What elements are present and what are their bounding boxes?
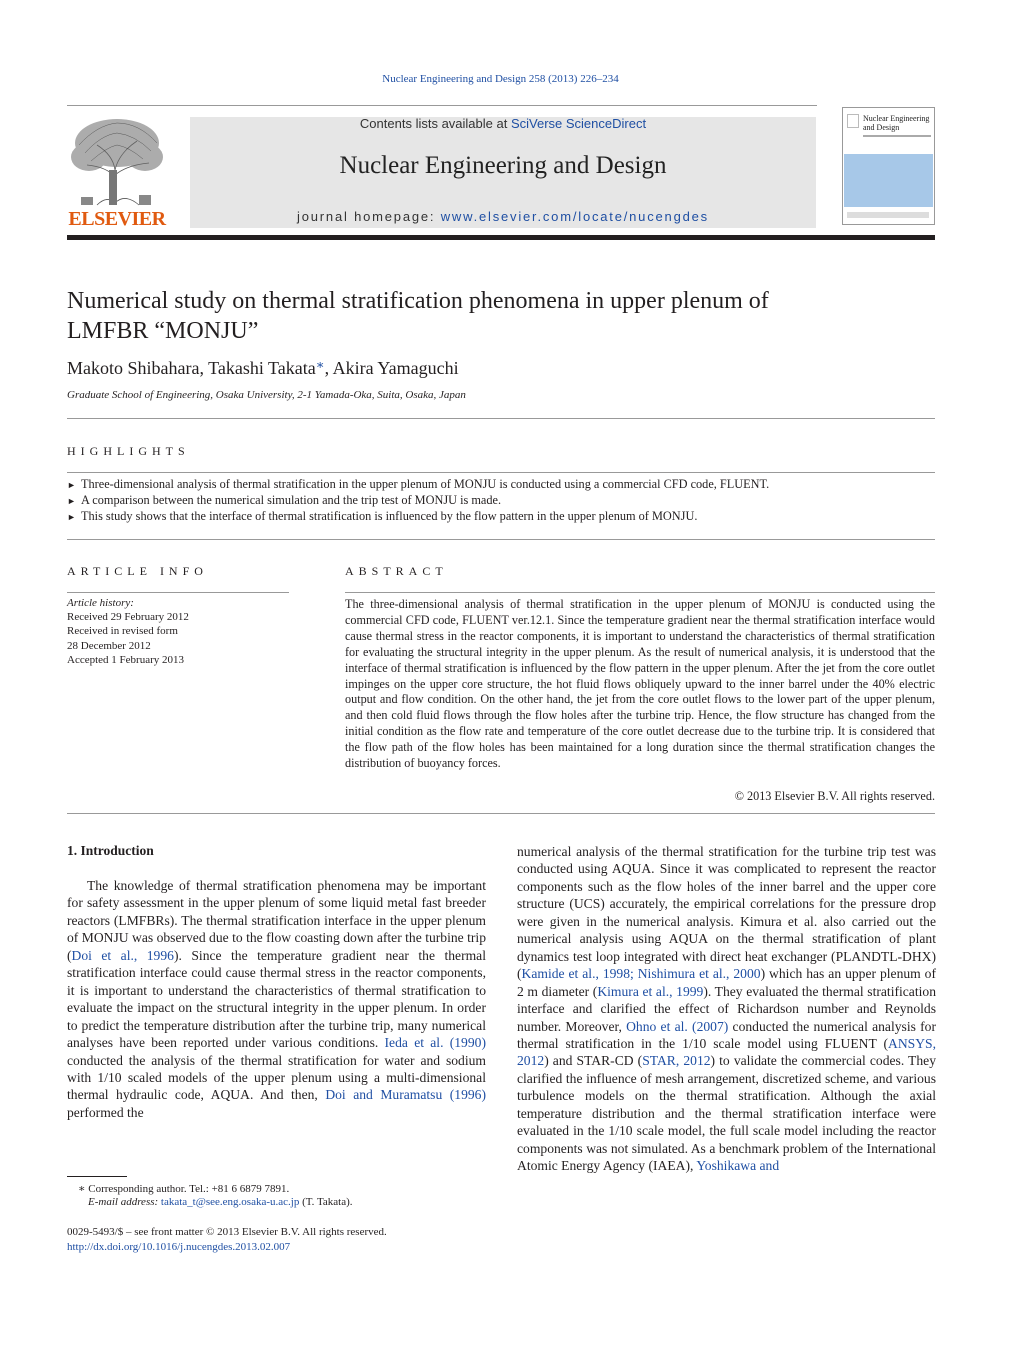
footnote-rule bbox=[67, 1176, 127, 1177]
article-title-line-1: Numerical study on thermal stratification phenomena in upper plenum of bbox=[67, 288, 769, 314]
highlight-text: This study shows that the interface of thermal stratification is influenced by the flow pattern in the upper plenum of MONJU. bbox=[81, 509, 698, 523]
contents-line bbox=[190, 116, 816, 131]
history-line: Received 29 February 2012 bbox=[67, 611, 189, 623]
email-footnote bbox=[88, 1196, 353, 1208]
reference-link[interactable]: Kimura et al., 1999 bbox=[597, 983, 704, 999]
cover-title: Nuclear Engineering and Design bbox=[863, 114, 930, 132]
reference-link[interactable]: Doi et al., 1996 bbox=[71, 947, 174, 963]
bullet-triangle-icon: ► bbox=[67, 512, 76, 522]
abstract-bottom-rule bbox=[67, 813, 935, 814]
homepage-link[interactable]: www.elsevier.com/locate/nucengdes bbox=[440, 209, 709, 224]
highlight-item bbox=[67, 477, 937, 492]
highlight-item bbox=[67, 493, 937, 508]
abstract-text: The three-dimensional analysis of thermal stratification in the upper plenum of MONJU is conducted using the commercial CFD code, FLUENT ver.12.1. Since the temperature gradient near the thermal stratification interface would cause thermal stress in the reactor components, it is important to understand the characteristics of thermal stratification for evaluating the structural integrity in the upper plenum. As the result of numerical analysis, it is understood that the interface of thermal stratification is influenced by the flow pattern in the upper plenum. After the jet from the core outlet impinges on the upper core structure, the hot fluid flows obliquely upward to the inner barrel under the 40% electric output and flow condition. On the other hand, the jet from the core outlet flows to the lower part of the upper plenum, and then cold fluid flows through the flow holes after the turbine trip. Hence, the flow structure has changed from the initial condition as the flow rate and temperature of the core outlet decrease due to the turbine trip. It is considered that the flow path of the flow holes has been maintained for a long duration since the thermal stratification changes the distribution of buoyancy forces. bbox=[345, 597, 935, 771]
header-thick-rule bbox=[67, 235, 935, 240]
body-text: The knowledge of thermal stratification phenomena may be important for safety assessment in the upper plenum of some liquid metal fast breeder reactors (LMFBRs). The thermal stratification interface in the upper plenum of MONJU was observed due to the flow coasting down after the turbine trip ( bbox=[67, 878, 486, 963]
homepage-prefix: journal homepage: bbox=[297, 209, 441, 224]
doi-link[interactable]: http://dx.doi.org/10.1016/j.nucengdes.2013.02.007 bbox=[67, 1241, 291, 1253]
highlights-bottom-rule bbox=[67, 539, 935, 540]
email-suffix: (T. Takata). bbox=[299, 1196, 353, 1208]
article-info-rule bbox=[67, 592, 289, 593]
reference-link[interactable]: Doi and Muramatsu (1996) bbox=[325, 1087, 486, 1103]
history-line: Received in revised form bbox=[67, 625, 178, 637]
abstract-rule bbox=[345, 592, 935, 593]
body-text: conducted the numerical analysis for thermal stratification in the 1/10 scale model using FLUENT ( bbox=[517, 1018, 936, 1051]
highlight-text: Three-dimensional analysis of thermal stratification in the upper plenum of MONJU is conducted using a commercial CFD code, FLUENT. bbox=[81, 477, 770, 491]
journal-citation[interactable]: Nuclear Engineering and Design 258 (2013) 226–234 bbox=[382, 73, 619, 85]
cover-subtitle-bar bbox=[863, 135, 931, 137]
highlight-text: A comparison between the numerical simulation and the trip test of MONJU is made. bbox=[81, 493, 502, 507]
bullet-triangle-icon: ► bbox=[67, 480, 76, 490]
abstract-heading: ABSTRACT bbox=[345, 564, 448, 578]
article-info-heading: ARTICLE INFO bbox=[67, 564, 208, 578]
section-heading-introduction: 1. Introduction bbox=[67, 843, 154, 858]
body-text: ) and STAR-CD ( bbox=[544, 1053, 643, 1069]
reference-link[interactable]: Ohno et al. (2007) bbox=[626, 1018, 729, 1034]
body-text: ). They evaluated the thermal stratification interface and clarified the effect of Richardson number and Reynolds number. Moreover, bbox=[517, 983, 936, 1034]
sciencedirect-link[interactable]: SciVerse ScienceDirect bbox=[510, 116, 647, 131]
body-text: ) which has an upper plenum of 2 m diameter ( bbox=[517, 966, 937, 999]
cover-blue-band bbox=[844, 154, 933, 207]
affiliation-rule bbox=[67, 418, 935, 419]
journal-cover-thumbnail[interactable] bbox=[842, 107, 935, 225]
highlight-item bbox=[67, 509, 937, 524]
intro-left-column bbox=[67, 877, 486, 1121]
highlights-rule bbox=[67, 472, 935, 473]
body-text: conducted the analysis of the thermal stratification for water and sodium with 1/10 scaled models of the upper plenum using a multi-dimensional thermal hydraulic code, AQUA. And then, bbox=[67, 1052, 486, 1103]
corresponding-author-mark[interactable]: ∗ bbox=[315, 357, 325, 372]
article-title bbox=[67, 286, 927, 346]
author-list bbox=[67, 357, 927, 379]
elsevier-wordmark: ELSEVIER bbox=[68, 208, 166, 230]
reference-link[interactable]: ANSYS, 2012 bbox=[517, 1035, 936, 1069]
abstract-copyright: © 2013 Elsevier B.V. All rights reserved. bbox=[734, 789, 935, 803]
affiliation: Graduate School of Engineering, Osaka University, 2-1 Yamada-Oka, Suita, Osaka, Japan bbox=[67, 389, 466, 401]
reference-link[interactable]: Kamide et al., 1998; Nishimura et al., 2000 bbox=[521, 966, 761, 982]
journal-title: Nuclear Engineering and Design bbox=[339, 152, 667, 179]
authors-part-2: , Akira Yamaguchi bbox=[324, 358, 459, 378]
authors-part-1: Makoto Shibahara, Takashi Takata bbox=[67, 358, 316, 378]
body-text: ) to validate the commercial codes. They clarified the influence of mesh arrangement, discretized scheme, and various turbulence models on the thermal stratification. Although the axial temperature distribution and the thermal stratification interface were evaluated in the 1/10 scale model, the full scale model including the reactor components was not simulated. As a benchmark problem of the International Atomic Energy Agency (IAEA), bbox=[517, 1053, 936, 1174]
body-text: performed the bbox=[67, 1104, 144, 1120]
highlights-heading: HIGHLIGHTS bbox=[67, 444, 190, 458]
homepage-line bbox=[190, 209, 816, 224]
history-line: Accepted 1 February 2013 bbox=[67, 654, 184, 666]
article-history-label: Article history: bbox=[67, 597, 134, 609]
body-text: ). Since the temperature gradient near the thermal stratification interface could cause thermal stress in the reactor components, it is important to understand the characteristics of thermal stratification to evaluate the impact on the structural integrity in the upper plenum. In order to predict the temperature distribution after the turbine trip, many numerical analyses have been reported under various conditions. bbox=[67, 947, 486, 1051]
intro-right-column bbox=[517, 843, 936, 1175]
header-rule bbox=[67, 105, 817, 106]
corresponding-author-footnote: ∗ Corresponding author. Tel.: +81 6 6879 7891. bbox=[78, 1183, 290, 1195]
cover-elsevier-icon bbox=[847, 114, 859, 128]
email-link[interactable]: takata_t@see.eng.osaka-u.ac.jp bbox=[160, 1196, 300, 1208]
body-text: numerical analysis of the thermal stratification for the turbine trip test was conducted using AQUA. Since it was complicated to represent the reactor components such as the flow holes of the inner barrel and the upper core structure (UCS) accurately, the empirical correlations for the pressure drop were given in the numerical analysis. Kimura et al. also carried out the numerical analysis using AQUA on the thermal stratification of plant dynamics test loop integrated with direct heat exchanger (PLANDTL-DHX) ( bbox=[517, 844, 936, 982]
article-title-line-2: LMFBR “MONJU” bbox=[67, 318, 259, 344]
reference-link[interactable]: Ieda et al. (1990) bbox=[384, 1035, 486, 1051]
reference-link[interactable]: STAR, 2012 bbox=[642, 1053, 711, 1069]
email-label: E-mail address: bbox=[88, 1196, 159, 1208]
reference-link[interactable]: Yoshikawa and bbox=[696, 1158, 780, 1174]
contents-prefix: Contents lists available at bbox=[359, 116, 511, 131]
issn-line: 0029-5493/$ – see front matter © 2013 Elsevier B.V. All rights reserved. bbox=[67, 1226, 387, 1238]
cover-footer-bar bbox=[847, 212, 929, 218]
history-line: 28 December 2012 bbox=[67, 640, 151, 652]
bullet-triangle-icon: ► bbox=[67, 496, 76, 506]
